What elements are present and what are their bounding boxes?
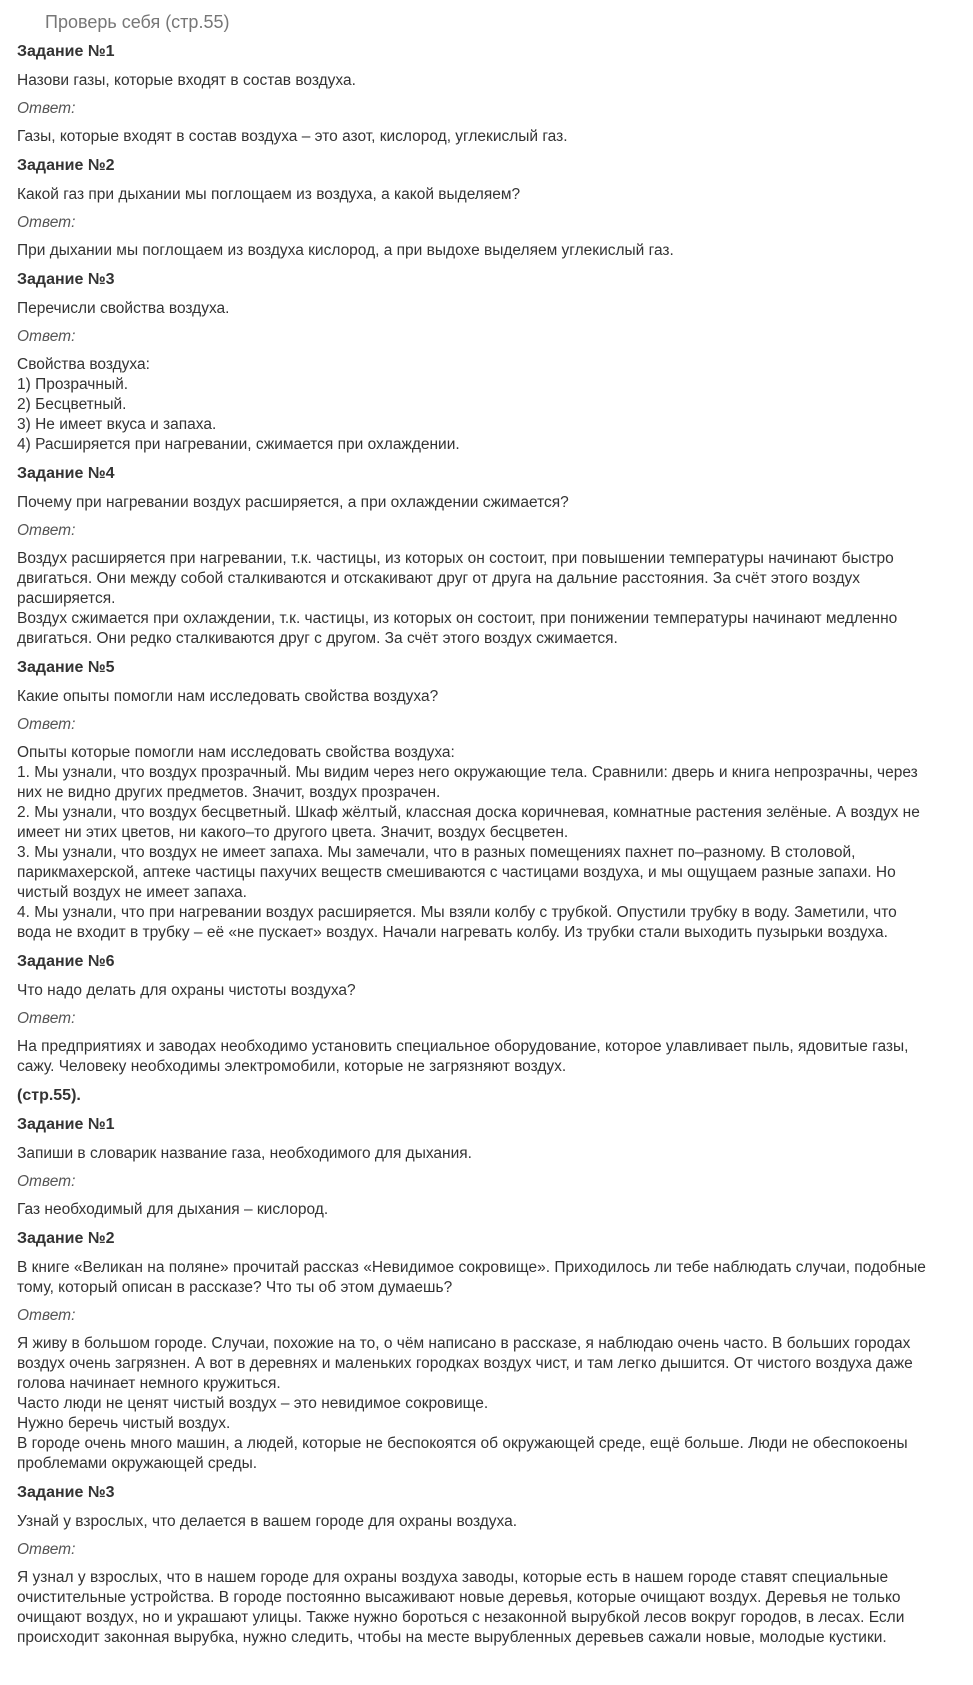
answer-text [17, 549, 957, 649]
task-title: Задание №1 [17, 1116, 115, 1133]
answer-text [17, 355, 957, 455]
answer-line: В городе очень много машин, а людей, которые не беспокоятся об окружающей среде, ещё больше. Люди не обеспокоены [17, 1435, 908, 1452]
task-title: Задание №5 [17, 659, 115, 676]
answer-label: Ответ: [17, 1307, 76, 1324]
task-block [17, 1483, 957, 1657]
question-line: тому, который описан в рассказе? Что ты об этом думаешь? [17, 1279, 453, 1296]
answer-text [17, 1334, 957, 1474]
part-self-check [17, 42, 957, 1086]
page-header: Проверь себя (стр.55) [45, 12, 230, 32]
answer-line: 4) Расширяется при нагревании, сжимается при охлаждении. [17, 436, 460, 453]
answer-line: вода не входит в трубку – её «не пускает» воздух. Начали нагревать колбу. Из трубки стали выходить пузырьки воздуха. [17, 924, 888, 941]
task-block [17, 1115, 957, 1229]
task-title: Задание №1 [17, 43, 115, 60]
answer-line: Я узнал у взрослых, что в нашем городе для охраны воздуха заводы, которые есть в нашем городе ставят специальные [17, 1569, 889, 1586]
task-block [17, 270, 957, 464]
answer-line: 1) Прозрачный. [17, 376, 129, 393]
answer-line: 2. Мы узнали, что воздух бесцветный. Шкаф жёлтый, классная доска коричневая, комнатные растения зелёные. А воздух не [17, 804, 920, 821]
task-question: Какие опыты помогли нам исследовать свойства воздуха? [17, 688, 439, 705]
answer-line: Свойства воздуха: [17, 356, 150, 373]
task-block [17, 42, 957, 156]
answer-line: 3) Не имеет вкуса и запаха. [17, 416, 217, 433]
answer-label: Ответ: [17, 328, 76, 345]
answer-text [17, 127, 957, 147]
task-title: Задание №3 [17, 1484, 115, 1501]
answer-line: происходит законная вырубка, нужно следить, чтобы на месте вырубленных деревьев сажали новые, молодые кустики. [17, 1629, 887, 1646]
answer-line: Часто люди не ценят чистый воздух – это невидимое сокровище. [17, 1395, 489, 1412]
task-title: Задание №2 [17, 157, 115, 174]
answer-line: 1. Мы узнали, что воздух прозрачный. Мы видим через него окружающие тела. Сравнили: дверь и книга непрозрачны, через [17, 764, 918, 781]
answer-label: Ответ: [17, 716, 76, 733]
task-question: Какой газ при дыхании мы поглощаем из воздуха, а какой выделяем? [17, 186, 521, 203]
answer-line: 3. Мы узнали, что воздух не имеет запаха. Мы замечали, что в разных помещениях пахнет по–разному. В столовой, [17, 844, 856, 861]
task-question: Почему при нагревании воздух расширяется, а при охлаждении сжимается? [17, 494, 569, 511]
answer-line: имеет ни этих цветов, ни какого–то другого цвета. Значит, воздух бесцветен. [17, 824, 569, 841]
answer-line: При дыхании мы поглощаем из воздуха кислород, а при выдохе выделяем углекислый газ. [17, 242, 674, 259]
answer-text [17, 1037, 957, 1077]
answer-line: очистительные устройства. В городе постоянно высаживают новые деревья, которые очищают воздух. Деревья не только [17, 1589, 901, 1606]
answer-line: расширяется. [17, 590, 116, 607]
answer-line: сажу. Человеку необходимы электромобили, которые не загрязняют воздух. [17, 1058, 567, 1075]
answer-line: 4. Мы узнали, что при нагревании воздух расширяется. Мы взяли колбу с трубкой. Опустили трубку в воду. Заметили, что [17, 904, 897, 921]
answer-line: На предприятиях и заводах необходимо установить специальное оборудование, которое улавливает пыль, ядовитые газы, [17, 1038, 909, 1055]
answer-line: Нужно беречь чистый воздух. [17, 1415, 231, 1432]
task-block [17, 464, 957, 658]
answer-line: Воздух расширяется при нагревании, т.к. частицы, из которых он состоит, при повышении температуры начинают быстро [17, 550, 894, 567]
answer-line: двигаться. Они редко сталкиваются друг с другом. За счёт этого воздух сжимается. [17, 630, 618, 647]
answer-label: Ответ: [17, 522, 76, 539]
answer-line: Газ необходимый для дыхания – кислород. [17, 1201, 329, 1218]
answer-line: них не видно других предметов. Значит, воздух прозрачен. [17, 784, 441, 801]
task-title: Задание №3 [17, 271, 115, 288]
answer-label: Ответ: [17, 1173, 76, 1190]
task-title: Задание №2 [17, 1230, 115, 1247]
answer-line: Опыты которые помогли нам исследовать свойства воздуха: [17, 744, 455, 761]
answer-line: двигаться. Они между собой сталкиваются и отскакивают друг от друга на дальние расстояния. За счёт этого воздух [17, 570, 861, 587]
task-block [17, 156, 957, 270]
answer-line: очищают воздух, но и украшают улицы. Также нужно бороться с незаконной вырубкой лесов вокруг городов, в лесах. Если [17, 1609, 905, 1626]
answer-text [17, 241, 957, 261]
task-title: Задание №4 [17, 465, 115, 482]
answer-text [17, 1568, 957, 1648]
task-question: Перечисли свойства воздуха. [17, 300, 230, 317]
question-line: В книге «Великан на поляне» прочитай рассказ «Невидимое сокровище». Приходилось ли тебе наблюдать случаи, подобные [17, 1259, 926, 1276]
answer-line: 2) Бесцветный. [17, 396, 127, 413]
answer-line: чистый воздух не имеет запаха. [17, 884, 247, 901]
answer-line: Воздух сжимается при охлаждении, т.к. частицы, из которых он состоит, при понижении температуры начинают медленно [17, 610, 898, 627]
task-question: Что надо делать для охраны чистоты воздуха? [17, 982, 356, 999]
part-workbook [17, 1115, 957, 1657]
answer-line: голова начинает немного кружиться. [17, 1375, 281, 1392]
answer-line: воздух очень загрязнен. А вот в деревнях и маленьких городках воздух чист, и там легко дышится. От чистого воздуха даже [17, 1355, 913, 1372]
task-block [17, 952, 957, 1086]
task-question [17, 1258, 957, 1298]
answer-line: Газы, которые входят в состав воздуха – это азот, кислород, углекислый газ. [17, 128, 568, 145]
task-question: Назови газы, которые входят в состав воздуха. [17, 72, 356, 89]
question-line: Узнай у взрослых, что делается в вашем городе для охраны воздуха. [17, 1513, 518, 1530]
task-question [17, 1512, 957, 1532]
task-block [17, 658, 957, 952]
answer-label: Ответ: [17, 1541, 76, 1558]
question-line: Запиши в словарик название газа, необходимого для дыхания. [17, 1145, 472, 1162]
task-block [17, 1229, 957, 1483]
answer-line: проблемами окружающей среды. [17, 1455, 258, 1472]
task-question [17, 1144, 957, 1164]
task-title: Задание №6 [17, 953, 115, 970]
section-title: (стр.55). [17, 1087, 81, 1104]
answer-line: парикмахерской, аптеке частицы пахучих веществ смешиваются с частицами воздуха, и мы ощущаем разные запахи. Но [17, 864, 896, 881]
answer-label: Ответ: [17, 100, 76, 117]
answer-text [17, 1200, 957, 1220]
answer-label: Ответ: [17, 214, 76, 231]
answer-text [17, 743, 957, 943]
answer-label: Ответ: [17, 1010, 76, 1027]
answer-line: Я живу в большом городе. Случаи, похожие на то, о чём написано в рассказе, я наблюдаю очень часто. В больших городах [17, 1335, 911, 1352]
